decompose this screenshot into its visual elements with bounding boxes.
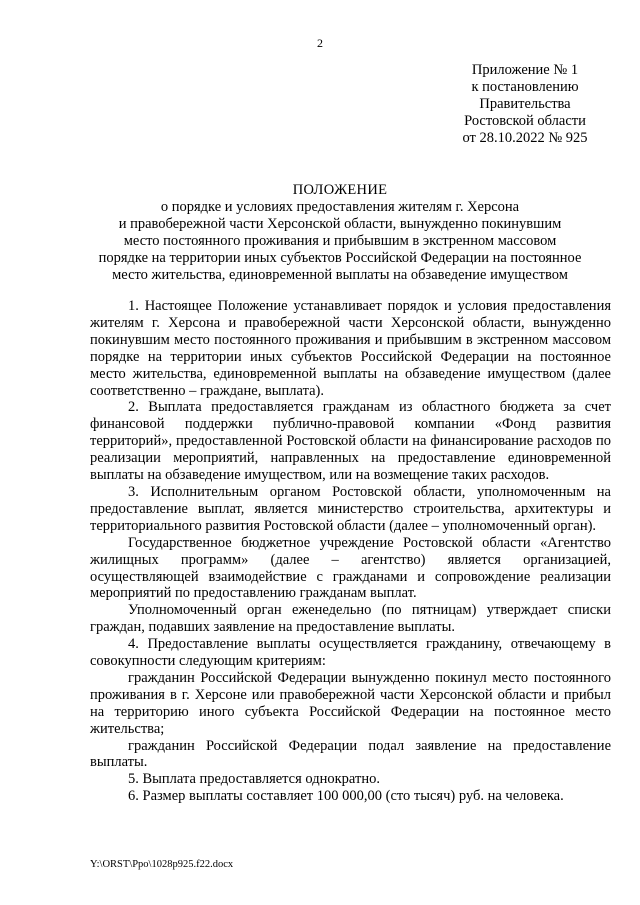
paragraph: 4. Предоставление выплаты осуществляется гражданину, отвечающему в совокупности следующим критериям: [90,636,611,670]
paragraph: 2. Выплата предоставляется гражданам из областного бюджета за счет финансовой поддержки публично-правовой компании «Фонд развития территорий», предоставленной Ростовской области на финансирование расходов по реализации мероприятий, направленных на предоставление единовременной выплаты на обзаведение имуществом, или на возмещение таких расходов. [90,399,611,484]
appendix-line: к постановлению [471,79,579,95]
subtitle-line: и правобережной части Херсонской области, вынужденно покинувшим [118,216,562,232]
document-body [90,298,611,805]
appendix-line: Приложение № 1 [471,62,579,78]
paragraph: 6. Размер выплаты составляет 100 000,00 (сто тысяч) руб. на человека. [128,788,564,805]
appendix-line: Правительства [479,96,571,112]
paragraph: гражданин Российской Федерации подал заявление на предоставление выплаты. [90,737,611,771]
appendix-line: от 28.10.2022 № 925 [462,130,588,146]
paragraph: гражданин Российской Федерации вынужденно покинул место постоянного проживания в г. Херсоне или правобережной части Херсонской области и прибыл на территорию иного субъекта Российской Федерации на постоянное место жительства; [90,669,611,737]
page-number: 2 [317,36,323,50]
paragraph: 1. Настоящее Положение устанавливает порядок и условия предоставления жителям г. Херсона и правобережной части Херсонской области, вынужденно покинувшим место постоянного проживания и прибывшим в экстренном массовом порядке на территории иных субъектов Российской Федерации на постоянное место жительства, единовременной выплаты на обзаведение имуществом (далее соответственно – граждане, выплата). [90,298,611,399]
appendix-block [440,62,610,147]
paragraph: Государственное бюджетное учреждение Ростовской области «Агентство жилищных программ» (далее – агентство) является организацией, осуществляющей взаимодействие с гражданами и сопровождение реализации мероприятий по предоставлению гражданам выплат. [90,534,611,602]
paragraph: 5. Выплата предоставляется однократно. [128,771,380,788]
paragraph: 3. Исполнительным органом Ростовской области, уполномоченным на предоставление выплат, является министерство строительства, архитектуры и территориального развития Ростовской области (далее – уполномоченный орган). [90,483,611,534]
subtitle-line: порядке на территории иных субъектов Российской Федерации на постоянное [98,250,582,266]
paragraph: Уполномоченный орган еженедельно (по пятницам) утверждает списки граждан, подавших заявление на предоставление выплаты. [90,602,611,636]
file-path-footer: Y:\ORST\Ppo\1028p925.f22.docx [90,859,234,870]
appendix-line: Ростовской области [464,113,586,129]
document-title: ПОЛОЖЕНИЕ [292,182,388,198]
document-heading [90,182,590,284]
subtitle-line: место постоянного проживания и прибывшим в экстренном массовом [123,233,557,249]
subtitle-line: о порядке и условиях предоставления жителям г. Херсона [160,199,520,215]
subtitle-line: место жительства, единовременной выплаты на обзаведение имуществом [112,267,568,283]
